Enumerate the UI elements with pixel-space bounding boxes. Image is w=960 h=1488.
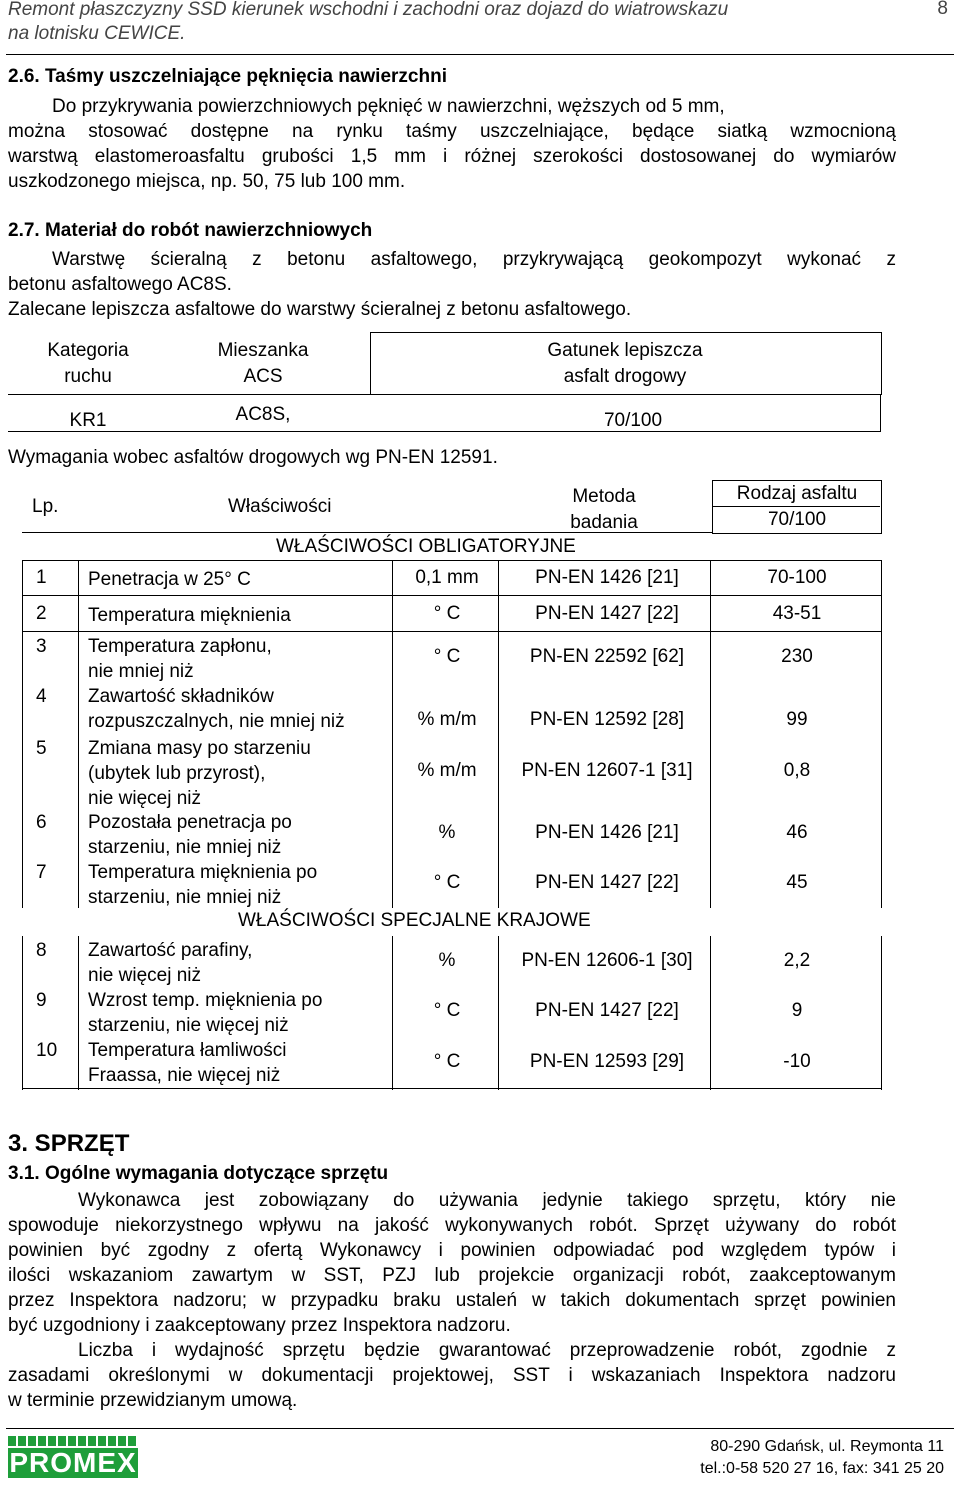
header-cell-kategoria xyxy=(8,338,168,390)
header-rodzaj: Rodzaj asfaltu xyxy=(736,483,858,504)
property-line: nie więcej niż xyxy=(88,965,201,986)
cell-property xyxy=(88,684,408,734)
cell-method: PN-EN 22592 [62] xyxy=(529,646,685,667)
para-line: Zalecane lepiszcza asfaltowe do warstwy ścieralnej z betonu asfaltowego. xyxy=(8,299,632,320)
table-border xyxy=(712,506,880,507)
cell-lp: 7 xyxy=(36,862,47,883)
cell-method: PN-EN 1427 [22] xyxy=(535,1000,679,1021)
property-line: Zmiana masy po starzeniu xyxy=(88,738,311,759)
document-header xyxy=(8,0,728,46)
property-line: Fraassa, nie więcej niż xyxy=(88,1065,281,1086)
para-line: przez Inspektora nadzoru; w przypadku braku ustaleń w takich dokumentach sprzęt powinien xyxy=(8,1290,896,1311)
section-2-7-title: 2.7. Materiał do robót nawierzchniowych xyxy=(8,220,373,241)
cell-unit: % xyxy=(438,822,456,843)
binder-table xyxy=(8,332,882,432)
header-text: Mieszanka xyxy=(217,340,309,361)
logo-text: PROMEX xyxy=(9,1447,137,1478)
cell-value: 99 xyxy=(786,709,808,730)
table-body xyxy=(22,560,882,1090)
para-line: Do przykrywania powierzchniowych pęknięć w nawierzchni, węższych od 5 mm, xyxy=(52,96,725,117)
cell-lp: 10 xyxy=(36,1040,58,1061)
cell-value: -10 xyxy=(783,1051,811,1072)
cell-method: PN-EN 1426 [21] xyxy=(535,567,679,588)
para-line: Wykonawca jest zobowiązany do używania jedynie takiego sprzętu, który nie xyxy=(78,1190,896,1211)
table-row xyxy=(22,986,882,1036)
para-line: betonu asfaltowego AC8S. xyxy=(8,274,232,295)
cell-lp: 3 xyxy=(36,636,47,657)
cell-method: PN-EN 12592 [28] xyxy=(529,709,685,730)
cell-kr: KR1 xyxy=(69,410,107,431)
header-cell-mieszanka xyxy=(188,338,338,390)
cell-lp: 1 xyxy=(36,567,47,588)
para-line: być uzgodniony i zaakceptowany przez Inspektora nadzoru. xyxy=(8,1315,511,1336)
section-special: WŁAŚCIWOŚCI SPECJALNE KRAJOWE xyxy=(238,910,591,931)
section-obligatory: WŁAŚCIWOŚCI OBLIGATORYJNE xyxy=(276,536,576,557)
cell-lp: 8 xyxy=(36,940,47,961)
section-2-6-title: 2.6. Taśmy uszczelniające pęknięcia nawierzchni xyxy=(8,66,447,87)
cell-value: 2,2 xyxy=(783,950,811,971)
property-line: Temperatura zapłonu, xyxy=(88,636,272,657)
cell-property xyxy=(88,810,408,860)
page-number: 8 xyxy=(937,0,948,19)
header-grade: 70/100 xyxy=(767,509,827,530)
header-line-2: na lotnisku CEWICE. xyxy=(8,23,186,44)
header-text: badania xyxy=(570,512,638,533)
properties-table xyxy=(22,480,882,1090)
para-line: uszkodzonego miejsca, np. 50, 75 lub 100 mm. xyxy=(8,171,406,192)
header-text: Gatunek lepiszcza xyxy=(547,340,703,361)
cell-property xyxy=(88,634,408,684)
cell-value: 70-100 xyxy=(767,567,827,588)
property-line: Zawartość składników xyxy=(88,686,274,707)
cell-lp: 5 xyxy=(36,738,47,759)
para-line: można stosować dostępne na rynku taśmy uszczelniające, będące siatką wzmocnioną xyxy=(8,121,896,142)
property-line: nie mniej niż xyxy=(88,661,194,682)
table-row xyxy=(22,1036,882,1088)
header-text: ruchu xyxy=(64,366,112,387)
property-line: Wzrost temp. mięknienia po xyxy=(88,990,323,1011)
footer-address: 80-290 Gdańsk, ul. Reymonta 11 xyxy=(710,1438,944,1455)
cell-method: PN-EN 1426 [21] xyxy=(535,822,679,843)
cell-property xyxy=(88,736,408,811)
property-line: Pozostała penetracja po xyxy=(88,812,292,833)
cell-method: PN-EN 12606-1 [30] xyxy=(521,950,693,971)
table-border xyxy=(8,394,881,432)
para-line: Liczba i wydajność sprzętu będzie gwarantować przeprowadzenie robót, zgodnie z xyxy=(78,1340,896,1361)
para-line: spowoduje niekorzystnego wpływu na jakość wykonywanych robót. Sprzęt używany do robót xyxy=(8,1215,896,1236)
header-lp: Lp. xyxy=(32,496,59,517)
cell-method: PN-EN 1427 [22] xyxy=(535,872,679,893)
para-line: zasadami określonymi w dokumentacji projektowej, SST i wskazaniach Inspektora nadzoru xyxy=(8,1365,896,1386)
table-row xyxy=(22,808,882,858)
para-line: w terminie przewidzianym umową. xyxy=(8,1390,298,1411)
table-bottom-line xyxy=(22,1088,882,1089)
header-cell-gatunek xyxy=(370,338,880,390)
cell-lp: 6 xyxy=(36,812,47,833)
header-line-1: Remont płaszczyzny SSD kierunek wschodni i zachodni oraz dojazd do wiatrowskazu xyxy=(8,0,729,20)
cell-value: 230 xyxy=(781,646,813,667)
cell-unit: % m/m xyxy=(417,709,477,730)
cell-unit: ° C xyxy=(433,872,461,893)
property-line: starzeniu, nie mniej niż xyxy=(88,887,282,908)
header-metoda xyxy=(542,484,666,536)
cell-value: 43-51 xyxy=(772,603,822,624)
cell-unit: 0,1 mm xyxy=(415,567,479,588)
cell-property xyxy=(88,567,408,592)
cell-property xyxy=(88,988,408,1038)
promex-logo xyxy=(8,1432,138,1480)
cell-value: 9 xyxy=(791,1000,803,1021)
cell-unit: ° C xyxy=(433,1051,461,1072)
cell-unit: ° C xyxy=(433,646,461,667)
cell-grade: 70/100 xyxy=(603,410,663,431)
logo-stripes xyxy=(8,1436,138,1446)
requirements-title: Wymagania wobec asfaltów drogowych wg PN-EN 12591. xyxy=(8,447,498,468)
cell-lp: 2 xyxy=(36,603,47,624)
para-line: powinien być zgodny z ofertą Wykonawcy i powinien odpowiadać pod względem typów i xyxy=(8,1240,896,1261)
cell-lp: 4 xyxy=(36,686,47,707)
table-row xyxy=(22,858,882,908)
property-line: (ubytek lub przyrost), xyxy=(88,763,266,784)
cell-method: PN-EN 12607-1 [31] xyxy=(521,760,693,781)
cell-lp: 9 xyxy=(36,990,47,1011)
footer-phone: tel.:0-58 520 27 16, fax: 341 25 20 xyxy=(700,1460,944,1477)
header-wlasciwosci: Właściwości xyxy=(228,496,332,517)
header-text: asfalt drogowy xyxy=(563,366,687,387)
section-special-row xyxy=(22,908,882,936)
header-text: Kategoria xyxy=(47,340,129,361)
para-line: ilości wskazaniom zawartym w SST, PZJ lub projekcie organizacji robót, zaakceptowanym xyxy=(8,1265,896,1286)
table-row xyxy=(22,682,882,734)
property-line: Temperatura mięknienia xyxy=(88,605,291,626)
section-3-1-title: 3.1. Ogólne wymagania dotyczące sprzętu xyxy=(8,1163,389,1184)
cell-unit: ° C xyxy=(433,1000,461,1021)
property-line: Temperatura łamliwości xyxy=(88,1040,287,1061)
cell-ac: AC8S, xyxy=(235,404,291,425)
cell-property xyxy=(88,603,408,628)
table-row xyxy=(22,560,882,596)
property-line: starzeniu, nie mniej niż xyxy=(88,837,282,858)
cell-property xyxy=(88,1038,408,1088)
cell-method: PN-EN 12593 [29] xyxy=(529,1051,685,1072)
property-line: Penetracja w 25° C xyxy=(88,569,251,590)
cell-value: 0,8 xyxy=(783,760,811,781)
table-row xyxy=(22,632,882,682)
table-row xyxy=(22,936,882,986)
section-2-7-body xyxy=(8,247,896,322)
section-2-6-body xyxy=(8,94,896,194)
table-row xyxy=(22,734,882,808)
cell-unit: ° C xyxy=(433,603,461,624)
header-rule xyxy=(6,54,954,55)
cell-method: PN-EN 1427 [22] xyxy=(535,603,679,624)
cell-value: 45 xyxy=(786,872,808,893)
section-3-title: 3. SPRZĘT xyxy=(8,1130,130,1157)
table-border xyxy=(8,394,370,395)
header-text: ACS xyxy=(243,366,283,387)
cell-value: 46 xyxy=(786,822,808,843)
para-line: warstwą elastomeroasfaltu grubości 1,5 mm i różnej szerokości dostosowanej do wymiarów xyxy=(8,146,896,167)
footer-rule xyxy=(6,1428,954,1429)
cell-property xyxy=(88,938,408,988)
cell-unit: % m/m xyxy=(417,760,477,781)
cell-unit: % xyxy=(438,950,456,971)
section-3-1-body xyxy=(8,1188,896,1413)
property-line: nie więcej niż xyxy=(88,788,201,809)
property-line: Temperatura mięknienia po xyxy=(88,862,318,883)
property-line: rozpuszczalnych, nie mniej niż xyxy=(88,711,345,732)
property-line: starzeniu, nie więcej niż xyxy=(88,1015,289,1036)
cell-property xyxy=(88,860,408,910)
para-line: Warstwę ścieralną z betonu asfaltowego, przykrywającą geokompozyt wykonać z xyxy=(52,249,896,270)
table-row xyxy=(22,596,882,632)
header-text: Metoda xyxy=(572,486,636,507)
property-line: Zawartość parafiny, xyxy=(88,940,253,961)
